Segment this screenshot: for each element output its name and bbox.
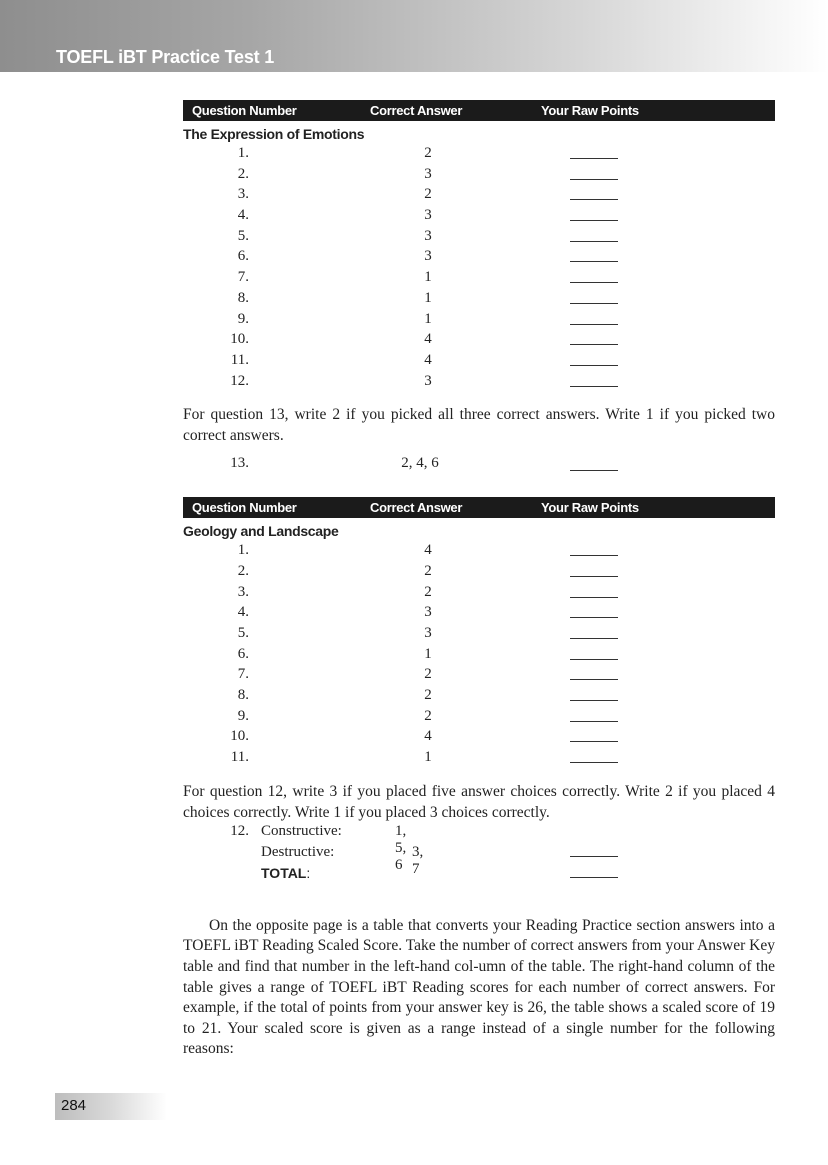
scaled-score-explanation: On the opposite page is a table that converts your Reading Practice section answers into a TOEFL iBT Reading Scaled Score. Take the number of correct answers from your Answer Key table and find that number in the left-hand col-umn of the table. The right-hand column of the table gives a range of TOEFL iBT Reading scores for each number of correct answers. For example, if the total of points from your answer key is 26, the table shows a scaled score of 19 to 21. Your scaled score is given as a range instead of a single number for the following reasons: <box>183 916 775 1058</box>
page-header-title: TOEFL iBT Practice Test 1 <box>56 47 275 67</box>
destructive-answers: 3, 7 <box>412 843 424 877</box>
question-number: 4. <box>237 207 249 224</box>
total-label <box>261 865 310 881</box>
table-row <box>183 645 775 666</box>
table-row <box>183 727 775 748</box>
question-number: 3. <box>237 583 249 600</box>
table-header-1 <box>183 100 775 121</box>
correct-answer: 1 <box>424 310 432 327</box>
q12-summary-block <box>183 823 775 889</box>
table-row <box>183 686 775 707</box>
correct-answer: 1 <box>424 645 432 662</box>
correct-answer: 3 <box>424 227 432 244</box>
correct-answer: 2 <box>424 562 432 579</box>
table-row <box>183 583 775 604</box>
header-raw-points: Your Raw Points <box>541 500 639 516</box>
correct-answer: 2 <box>424 186 432 203</box>
table-row <box>183 227 775 248</box>
table-row <box>183 268 775 289</box>
correct-answer: 3 <box>424 207 432 224</box>
table-row <box>183 247 775 268</box>
question-number: 12. <box>230 822 249 839</box>
table-row <box>183 165 775 186</box>
correct-answer: 3 <box>424 165 432 182</box>
raw-points-blank[interactable] <box>570 179 618 180</box>
correct-answer: 4 <box>424 542 432 559</box>
emotions-rows <box>183 143 775 392</box>
raw-points-blank[interactable] <box>570 386 618 387</box>
question-number: 11. <box>230 351 249 368</box>
raw-points-blank[interactable] <box>570 324 618 325</box>
question-number: 7. <box>237 269 249 286</box>
question-number: 12. <box>230 372 249 389</box>
constructive-answers: 1, 5, 6 <box>395 822 407 873</box>
question-number: 2. <box>237 165 249 182</box>
question-number: 6. <box>237 645 249 662</box>
raw-points-blank[interactable] <box>570 700 618 701</box>
correct-answer: 1 <box>424 749 432 766</box>
raw-points-blank[interactable] <box>570 158 618 159</box>
question-number: 10. <box>230 331 249 348</box>
table-row <box>183 562 775 583</box>
correct-answer: 4 <box>424 331 432 348</box>
page-number: 284 <box>61 1097 87 1114</box>
correct-answer: 3 <box>424 372 432 389</box>
header-correct-answer: Correct Answer <box>370 103 463 118</box>
table-row <box>183 665 775 686</box>
table-row <box>183 372 775 393</box>
question-number: 13. <box>230 455 249 472</box>
question-number: 2. <box>237 562 249 579</box>
question-number: 10. <box>230 728 249 745</box>
raw-points-blank[interactable] <box>570 261 618 262</box>
raw-points-blank[interactable] <box>570 199 618 200</box>
raw-points-blank[interactable] <box>570 638 618 639</box>
correct-answer: 2, 4, 6 <box>401 455 439 472</box>
correct-answer: 4 <box>424 728 432 745</box>
table-row <box>183 624 775 645</box>
raw-points-blank[interactable] <box>570 344 618 345</box>
raw-points-blank[interactable] <box>570 741 618 742</box>
raw-points-blank[interactable] <box>570 555 618 556</box>
raw-points-blank[interactable] <box>570 856 618 857</box>
question-number: 1. <box>237 145 249 161</box>
table-row <box>183 541 775 562</box>
table-row <box>183 310 775 331</box>
correct-answer: 2 <box>424 583 432 600</box>
correct-answer: 2 <box>424 666 432 683</box>
question-number: 6. <box>237 248 249 265</box>
question-number: 8. <box>237 687 249 704</box>
table-row <box>183 603 775 624</box>
raw-points-blank[interactable] <box>570 365 618 366</box>
raw-points-blank[interactable] <box>570 597 618 598</box>
correct-answer: 1 <box>424 289 432 306</box>
table-row <box>183 330 775 351</box>
correct-answer: 3 <box>424 248 432 265</box>
q12-instructions: For question 12, write 3 if you placed five answer choices correctly. Write 2 if you placed 4 choices correctly. Write 1 if you placed 3 choices correctly. <box>183 782 775 821</box>
question-number: 7. <box>237 666 249 683</box>
section-title-geology: Geology and Landscape <box>183 523 339 540</box>
raw-points-blank[interactable] <box>570 617 618 618</box>
page-number-band <box>55 1093 167 1120</box>
question-number: 11. <box>230 749 249 766</box>
raw-points-blank[interactable] <box>570 679 618 680</box>
correct-answer: 1 <box>424 269 432 286</box>
raw-points-blank[interactable] <box>570 762 618 763</box>
raw-points-blank[interactable] <box>570 576 618 577</box>
raw-points-blank[interactable] <box>570 303 618 304</box>
correct-answer: 4 <box>424 351 432 368</box>
table-row <box>183 351 775 372</box>
table-row <box>183 707 775 728</box>
correct-answer: 3 <box>424 604 432 621</box>
destructive-label: Destructive: <box>261 843 335 860</box>
geology-rows <box>183 540 775 769</box>
question-number: 9. <box>237 310 249 327</box>
q13-instructions: For question 13, write 2 if you picked all three correct answers. Write 1 if you picked two correct answers. <box>183 406 775 445</box>
table-header-2 <box>183 497 775 518</box>
constructive-label: Constructive: <box>261 822 342 839</box>
answer-key-content <box>183 100 775 1060</box>
raw-points-blank[interactable] <box>570 241 618 242</box>
question-number: 1. <box>237 542 249 559</box>
header-question-number: Question Number <box>192 103 297 118</box>
raw-points-blank[interactable] <box>570 659 618 660</box>
table-row <box>183 289 775 310</box>
correct-answer: 2 <box>424 707 432 724</box>
question-number: 3. <box>237 186 249 203</box>
table-row <box>183 748 775 769</box>
table-row-q13 <box>183 455 775 477</box>
question-number: 5. <box>237 227 249 244</box>
total-points-blank[interactable] <box>570 877 618 878</box>
table-row <box>183 185 775 206</box>
raw-points-blank[interactable] <box>570 470 618 471</box>
correct-answer: 2 <box>424 687 432 704</box>
question-number: 9. <box>237 707 249 724</box>
table-row <box>183 206 775 227</box>
table-row <box>183 144 775 165</box>
question-number: 8. <box>237 289 249 306</box>
question-number: 4. <box>237 604 249 621</box>
header-question-number: Question Number <box>192 500 297 516</box>
raw-points-blank[interactable] <box>570 282 618 283</box>
correct-answer: 3 <box>424 625 432 641</box>
raw-points-blank[interactable] <box>570 220 618 221</box>
total-label-text: TOTAL <box>261 864 307 881</box>
raw-points-blank[interactable] <box>570 721 618 722</box>
question-number: 5. <box>237 625 249 641</box>
header-raw-points: Your Raw Points <box>541 103 639 118</box>
section-title-emotions: The Expression of Emotions <box>183 126 365 142</box>
correct-answer: 2 <box>424 145 432 161</box>
header-correct-answer: Correct Answer <box>370 500 463 516</box>
total-colon: : <box>306 864 311 881</box>
